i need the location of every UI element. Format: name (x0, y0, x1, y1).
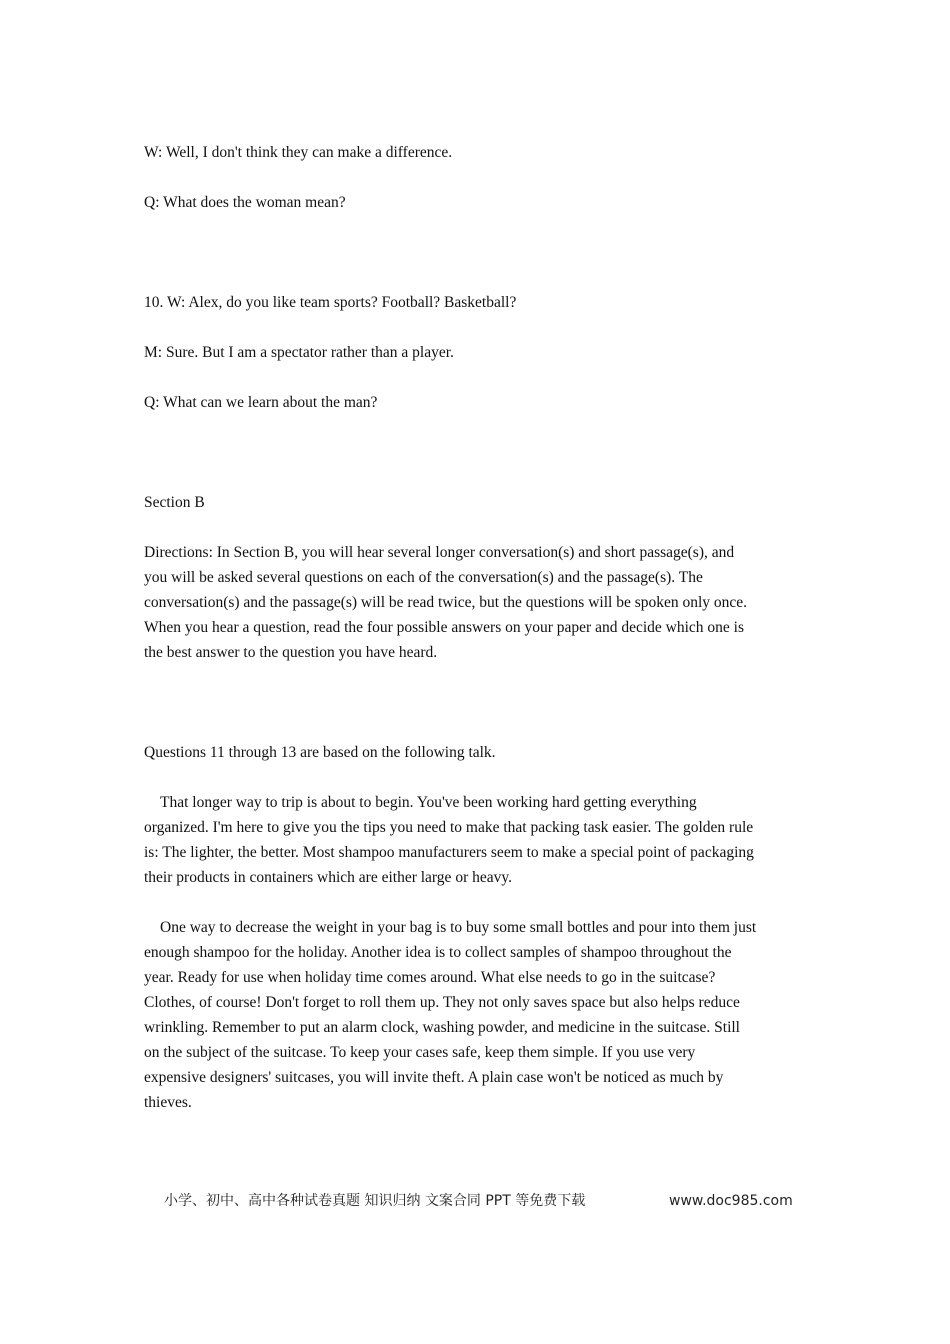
dialogue-line: W: Well, I don't think they can make a difference. (144, 144, 453, 161)
directions-paragraph (144, 540, 808, 665)
footer-url[interactable]: www.doc985.com (669, 1193, 793, 1209)
dialogue-line: 10. W: Alex, do you like team sports? Football? Basketball? (144, 294, 517, 311)
directions-row: the best answer to the question you have heard. (144, 644, 438, 661)
spacer (144, 165, 808, 190)
directions-row: Directions: In Section B, you will hear several longer conversation(s) and short passage(s), and (144, 544, 735, 561)
spacer (144, 765, 808, 790)
talk-row: year. Ready for use when holiday time comes around. What else needs to go in the suitcase? (144, 969, 716, 986)
talk-row: expensive designers' suitcases, you will invite theft. A plain case won't be noticed as much by (144, 1069, 724, 1086)
talk-row: Clothes, of course! Don't forget to roll them up. They not only saves space but also helps reduce (144, 994, 740, 1011)
talk-row: That longer way to trip is about to begin. You've been working hard getting everything (160, 794, 697, 811)
spacer (144, 515, 808, 540)
directions-row: you will be asked several questions on each of the conversation(s) and the passage(s). The (144, 569, 703, 586)
directions-row: conversation(s) and the passage(s) will be read twice, but the questions will be spoken only once. (144, 594, 748, 611)
spacer (144, 365, 808, 390)
page-footer (164, 1190, 804, 1212)
dialogue-line: M: Sure. But I am a spectator rather than a player. (144, 344, 454, 361)
footer-text: 小学、初中、高中各种试卷真题 知识归纳 文案合同 PPT 等免费下载 (164, 1193, 586, 1209)
spacer (144, 315, 808, 340)
questions-intro: Questions 11 through 13 are based on the following talk. (144, 744, 496, 761)
page-content (144, 140, 808, 1115)
talk-row: organized. I'm here to give you the tips you need to make that packing task easier. The golden rule (144, 819, 754, 836)
talk-row: wrinkling. Remember to put an alarm clock, washing powder, and medicine in the suitcase. Still (144, 1019, 740, 1036)
directions-row: When you hear a question, read the four possible answers on your paper and decide which one is (144, 619, 745, 636)
question-line: Q: What does the woman mean? (144, 194, 346, 211)
talk-paragraph-2 (144, 915, 808, 1115)
talk-row: is: The lighter, the better. Most shampoo manufacturers seem to make a special point of packaging (144, 844, 754, 861)
spacer (144, 890, 808, 915)
talk-row: on the subject of the suitcase. To keep your cases safe, keep them simple. If you use very (144, 1044, 696, 1061)
question-line: Q: What can we learn about the man? (144, 394, 378, 411)
spacer (144, 665, 808, 740)
talk-row: enough shampoo for the holiday. Another idea is to collect samples of shampoo throughout the (144, 944, 732, 961)
talk-paragraph-1 (144, 790, 808, 890)
talk-row: One way to decrease the weight in your bag is to buy some small bottles and pour into them just (160, 919, 757, 936)
section-heading: Section B (144, 494, 205, 511)
talk-row: their products in containers which are either large or heavy. (144, 869, 512, 886)
spacer (144, 215, 808, 290)
talk-row: thieves. (144, 1094, 192, 1111)
spacer (144, 415, 808, 490)
